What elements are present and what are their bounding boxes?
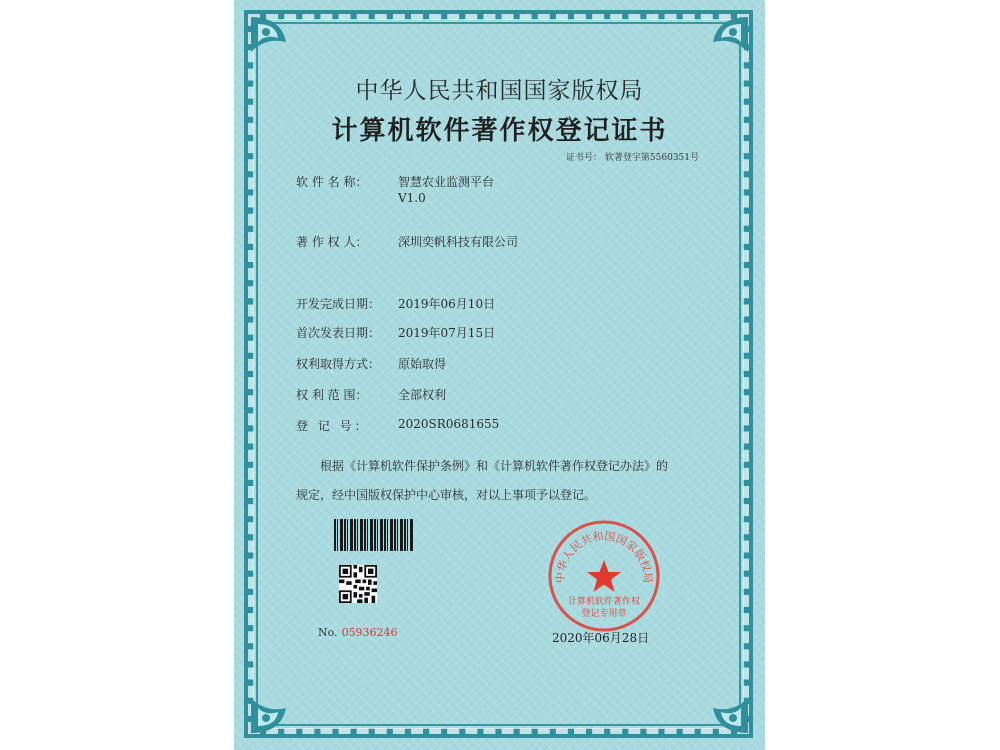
field-value-reg-number: 2020SR0681655 [398, 417, 500, 431]
field-label-dev-date: 开发完成日期： [296, 297, 381, 311]
barcode [334, 519, 414, 551]
field-value-publish-date: 2019年07月15日 [398, 326, 496, 340]
certificate-number: 证书号： 软著登字第5560351号 [566, 153, 699, 163]
field-label-reg-number: 登 记 号： [296, 419, 370, 433]
field-value-version: V1.0 [398, 191, 426, 205]
issuer-heading: 中华人民共和国国家版权局 [355, 78, 644, 104]
corner-ornament-icon [246, 668, 316, 738]
corner-ornament-icon [683, 668, 753, 738]
seal-center-line1: 计算机软件著作权 [567, 597, 641, 607]
field-label-acquisition: 权利取得方式： [296, 357, 381, 371]
serial-row [318, 626, 398, 639]
official-seal [544, 516, 664, 636]
seal-ring-text: 中华人民共和国国家版权局 [553, 529, 655, 584]
field-value-software-name: 智慧农业监测平台 [398, 175, 495, 189]
field-label-owner: 著 作 权 人： [296, 235, 368, 249]
legal-paragraph-line2: 规定，经中国版权保护中心审核，对以上事项予以登记。 [296, 488, 597, 502]
qr-code-icon [339, 565, 377, 603]
legal-paragraph-line1: 根据《计算机软件保护条例》和《计算机软件著作权登记办法》的 [320, 459, 669, 473]
issue-date: 2020年06月28日 [552, 631, 650, 645]
field-value-acquisition: 原始取得 [398, 357, 447, 371]
serial-number: 05936246 [341, 626, 398, 639]
certificate-title: 计算机软件著作权登记证书 [331, 116, 668, 146]
field-label-software-name: 软 件 名 称： [296, 175, 368, 189]
field-label-publish-date: 首次发表日期： [296, 326, 381, 340]
star-icon [587, 560, 621, 592]
field-value-owner: 深圳奕帆科技有限公司 [398, 235, 519, 249]
serial-label: No. [318, 626, 338, 639]
seal-center-line2: 登记专用章 [581, 609, 627, 619]
certificate [234, 0, 765, 750]
field-label-scope: 权 利 范 围： [296, 388, 368, 402]
field-value-dev-date: 2019年06月10日 [398, 297, 496, 311]
field-value-scope: 全部权利 [398, 388, 447, 402]
